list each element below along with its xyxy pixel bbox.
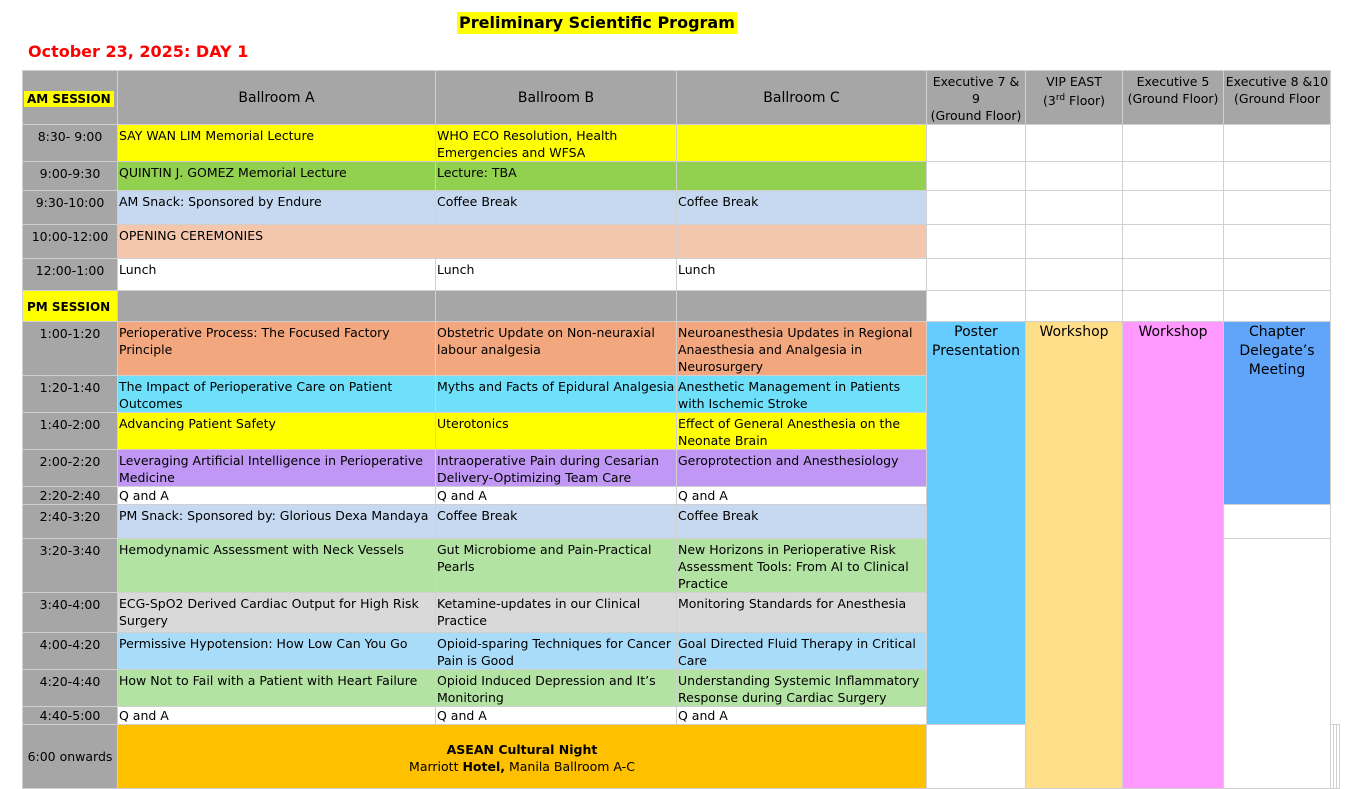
session-cell-a: Permissive Hypotension: How Low Can You Go: [118, 633, 436, 670]
workshop-executive-5: Workshop: [1123, 322, 1224, 789]
session-cell-a: Q and A: [118, 487, 436, 505]
session-cell-b: Q and A: [436, 707, 677, 725]
time-cell: 4:20-4:40: [23, 670, 118, 707]
session-cell-b: Q and A: [436, 487, 677, 505]
session-cell-b: Gut Microbiome and Pain-Practical Pearls: [436, 539, 677, 593]
session-cell-a: Leveraging Artificial Intelligence in Perioperative Medicine: [118, 450, 436, 487]
pm-session-label: PM SESSION: [23, 291, 118, 322]
session-cell-a: Perioperative Process: The Focused Factory Principle: [118, 322, 436, 376]
time-cell: 3:20-3:40: [23, 539, 118, 593]
session-cell-c: Lunch: [677, 259, 927, 291]
time-cell: 12:00-1:00: [23, 259, 118, 291]
schedule-row: [23, 322, 1340, 376]
session-cell-c: Neuroanesthesia Updates in Regional Anaesthesia and Analgesia in Neurosurgery: [677, 322, 927, 376]
session-cell-b: Opioid-sparing Techniques for Cancer Pain is Good: [436, 633, 677, 670]
time-cell: 4:00-4:20: [23, 633, 118, 670]
session-cell-b: WHO ECO Resolution, Health Emergencies and WFSA: [436, 125, 677, 162]
program-table: [22, 70, 1340, 789]
session-cell-a: Q and A: [118, 707, 436, 725]
session-cell-b: Lecture: TBA: [436, 162, 677, 191]
session-cell-b: [436, 225, 677, 259]
session-cell-c: Q and A: [677, 487, 927, 505]
session-cell-b: Myths and Facts of Epidural Analgesia: [436, 376, 677, 413]
cultural-night-venue: Marriott Hotel, Manila Ballroom A-C: [409, 758, 635, 774]
poster-presentation: Poster Presentation: [927, 322, 1026, 725]
time-cell: 9:00-9:30: [23, 162, 118, 191]
session-cell-a: OPENING CEREMONIES: [118, 225, 436, 259]
session-cell-b: Ketamine-updates in our Clinical Practice: [436, 593, 677, 633]
time-cell: 8:30- 9:00: [23, 125, 118, 162]
session-cell-c: Coffee Break: [677, 505, 927, 539]
session-cell-b: Coffee Break: [436, 191, 677, 225]
schedule-row: [23, 125, 1340, 162]
col-executive-7-9: Executive 7 & 9 (Ground Floor): [927, 71, 1026, 125]
col-executive-8-10: Executive 8 &10 (Ground Floor: [1224, 71, 1331, 125]
cultural-night-title: ASEAN Cultural Night: [446, 741, 598, 757]
time-cell: 2:20-2:40: [23, 487, 118, 505]
session-cell-b: Opioid Induced Depression and It’s Monitoring: [436, 670, 677, 707]
time-cell: 3:40-4:00: [23, 593, 118, 633]
time-cell: 4:40-5:00: [23, 707, 118, 725]
session-cell-a: Lunch: [118, 259, 436, 291]
session-cell-c: [677, 225, 927, 259]
session-cell-a: Hemodynamic Assessment with Neck Vessels: [118, 539, 436, 593]
header-row: [23, 71, 1340, 125]
session-cell-c: [677, 125, 927, 162]
session-cell-c: Effect of General Anesthesia on the Neonate Brain: [677, 413, 927, 450]
session-cell-c: Monitoring Standards for Anesthesia: [677, 593, 927, 633]
pm-session-row: [23, 291, 1340, 322]
col-vip-east: VIP EAST (3rd Floor): [1026, 71, 1123, 125]
schedule-row: [23, 191, 1340, 225]
session-cell-c: Anesthetic Management in Patients with Ischemic Stroke: [677, 376, 927, 413]
col-executive-5: Executive 5 (Ground Floor): [1123, 71, 1224, 125]
session-cell-c: Understanding Systemic Inflammatory Response during Cardiac Surgery: [677, 670, 927, 707]
time-cell: 6:00 onwards: [23, 725, 118, 789]
time-cell: 9:30-10:00: [23, 191, 118, 225]
session-cell-a: AM Snack: Sponsored by Endure: [118, 191, 436, 225]
chapter-delegates-meeting: Chapter Delegate’s Meeting: [1224, 322, 1331, 505]
session-cell-b: Coffee Break: [436, 505, 677, 539]
cultural-night: [118, 725, 927, 789]
session-cell-a: QUINTIN J. GOMEZ Memorial Lecture: [118, 162, 436, 191]
session-cell-a: PM Snack: Sponsored by: Glorious Dexa Mandaya: [118, 505, 436, 539]
session-cell-c: Q and A: [677, 707, 927, 725]
time-cell: 10:00-12:00: [23, 225, 118, 259]
session-cell-c: Coffee Break: [677, 191, 927, 225]
program-date: October 23, 2025: DAY 1: [28, 42, 249, 61]
schedule-row: [23, 259, 1340, 291]
time-cell: 2:40-3:20: [23, 505, 118, 539]
session-cell-b: Intraoperative Pain during Cesarian Delivery-Optimizing Team Care: [436, 450, 677, 487]
page-title: Preliminary Scientific Program: [459, 13, 735, 32]
schedule-row: [23, 162, 1340, 191]
session-cell-b: Obstetric Update on Non-neuraxial labour analgesia: [436, 322, 677, 376]
workshop-vip-east: Workshop: [1026, 322, 1123, 789]
col-ballroom-b: Ballroom B: [436, 71, 677, 125]
session-cell-c: [677, 162, 927, 191]
session-cell-a: SAY WAN LIM Memorial Lecture: [118, 125, 436, 162]
time-cell: 1:20-1:40: [23, 376, 118, 413]
session-cell-c: Goal Directed Fluid Therapy in Critical Care: [677, 633, 927, 670]
am-session-label: AM SESSION: [23, 71, 118, 125]
time-cell: 1:00-1:20: [23, 322, 118, 376]
col-ballroom-c: Ballroom C: [677, 71, 927, 125]
time-cell: 1:40-2:00: [23, 413, 118, 450]
time-cell: 2:00-2:20: [23, 450, 118, 487]
session-cell-c: New Horizons in Perioperative Risk Assessment Tools: From AI to Clinical Practice: [677, 539, 927, 593]
session-cell-b: Lunch: [436, 259, 677, 291]
session-cell-a: Advancing Patient Safety: [118, 413, 436, 450]
col-ballroom-a: Ballroom A: [118, 71, 436, 125]
session-cell-c: Geroprotection and Anesthesiology: [677, 450, 927, 487]
session-cell-a: The Impact of Perioperative Care on Patient Outcomes: [118, 376, 436, 413]
schedule-row: [23, 225, 1340, 259]
session-cell-a: How Not to Fail with a Patient with Heart Failure: [118, 670, 436, 707]
session-cell-b: Uterotonics: [436, 413, 677, 450]
session-cell-a: ECG-SpO2 Derived Cardiac Output for High Risk Surgery: [118, 593, 436, 633]
